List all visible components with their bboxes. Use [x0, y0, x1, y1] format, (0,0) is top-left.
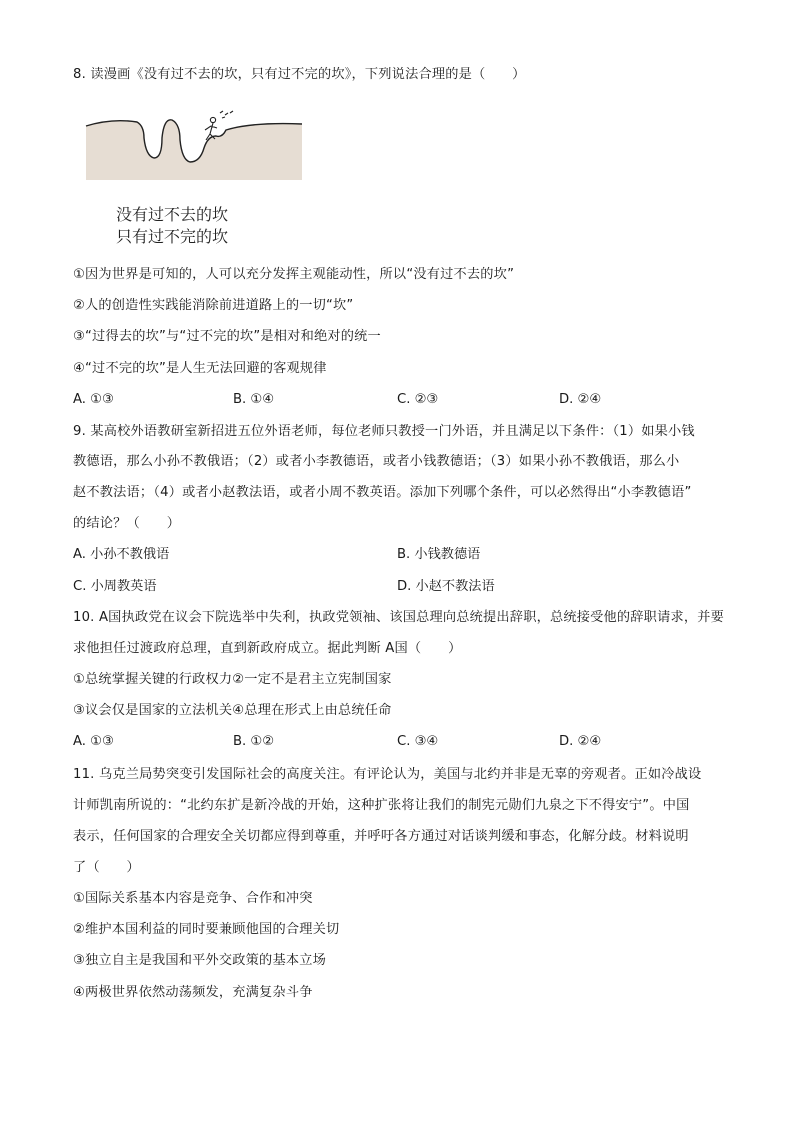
q8-option-d[interactable]: D. ②④	[559, 392, 602, 407]
cartoon-caption-1: 没有过不去的坎	[116, 205, 229, 224]
q9-option-b[interactable]: B. 小钱教德语	[397, 547, 481, 562]
q11-item-4: ④两极世界依然动荡频发，充满复杂斗争	[73, 985, 313, 1000]
q10-option-a[interactable]: A. ①③	[73, 734, 114, 749]
q8-stem: 8. 读漫画《没有过不去的坎，只有过不完的坎》，下列说法合理的是（ ）	[73, 67, 526, 82]
q10-line-1: 10. A国执政党在议会下院选举中失利，执政党领袖、该国总理向总统提出辞职，总统接受他的辞职请求，并要	[73, 610, 725, 625]
q8-option-c[interactable]: C. ②③	[397, 392, 439, 407]
q11-line-4: 了（ ）	[73, 860, 140, 875]
q9-line-3: 赵不教法语；（4）或者小赵教法语，或者小周不教英语。添加下列哪个条件，可以必然得出“小李教德语”	[73, 485, 692, 500]
q8-item-2: ②人的创造性实践能消除前进道路上的一切“坎”	[73, 298, 354, 313]
q10-item-2: ③议会仅是国家的立法机关④总理在形式上由总统任命	[73, 703, 392, 718]
cartoon-image	[82, 108, 308, 250]
q10-option-c[interactable]: C. ③④	[397, 734, 439, 749]
q8-option-a[interactable]: A. ①③	[73, 392, 114, 407]
q9-option-a[interactable]: A. 小孙不教俄语	[73, 547, 170, 562]
q8-item-1: ①因为世界是可知的，人可以充分发挥主观能动性，所以“没有过不去的坎”	[73, 267, 515, 282]
q10-line-2: 求他担任过渡政府总理，直到新政府成立。据此判断 A国（ ）	[73, 641, 462, 656]
q11-item-1: ①国际关系基本内容是竞争、合作和冲突	[73, 891, 313, 906]
q8-item-3: ③“过得去的坎”与“过不完的坎”是相对和绝对的统一	[73, 329, 381, 344]
q11-line-2: 计师凯南所说的：“北约东扩是新冷战的开始，这种扩张将让我们的制宪元勋们九泉之下不得安宁”。中国	[73, 798, 690, 813]
q10-item-1: ①总统掌握关键的行政权力②一定不是君主立宪制国家	[73, 672, 392, 687]
cartoon-caption-2: 只有过不完的坎	[116, 227, 229, 246]
q10-option-b[interactable]: B. ①②	[233, 734, 275, 749]
q10-option-d[interactable]: D. ②④	[559, 734, 602, 749]
q8-option-b[interactable]: B. ①④	[233, 392, 275, 407]
q11-item-3: ③独立自主是我国和平外交政策的基本立场	[73, 953, 326, 968]
q11-line-1: 11. 乌克兰局势突变引发国际社会的高度关注。有评论认为，美国与北约并非是无辜的旁观者。正如冷战设	[73, 767, 702, 782]
q9-option-d[interactable]: D. 小赵不教法语	[397, 579, 495, 594]
q11-line-3: 表示，任何国家的合理安全关切都应得到尊重，并呼吁各方通过对话谈判缓和事态，化解分歧。材料说明	[73, 829, 689, 844]
q9-line-4: 的结论？（ ）	[73, 516, 181, 531]
q8-item-4: ④“过不完的坎”是人生无法回避的客观规律	[73, 361, 327, 376]
q9-line-2: 教德语，那么小孙不教俄语；（2）或者小李教德语，或者小钱教德语；（3）如果小孙不教俄语，那么小	[73, 454, 680, 469]
q11-item-2: ②维护本国利益的同时要兼顾他国的合理关切	[73, 922, 340, 937]
q9-option-c[interactable]: C. 小周教英语	[73, 579, 157, 594]
q9-line-1: 9. 某高校外语教研室新招进五位外语老师，每位老师只教授一门外语，并且满足以下条件：（1）如果小钱	[73, 424, 695, 439]
